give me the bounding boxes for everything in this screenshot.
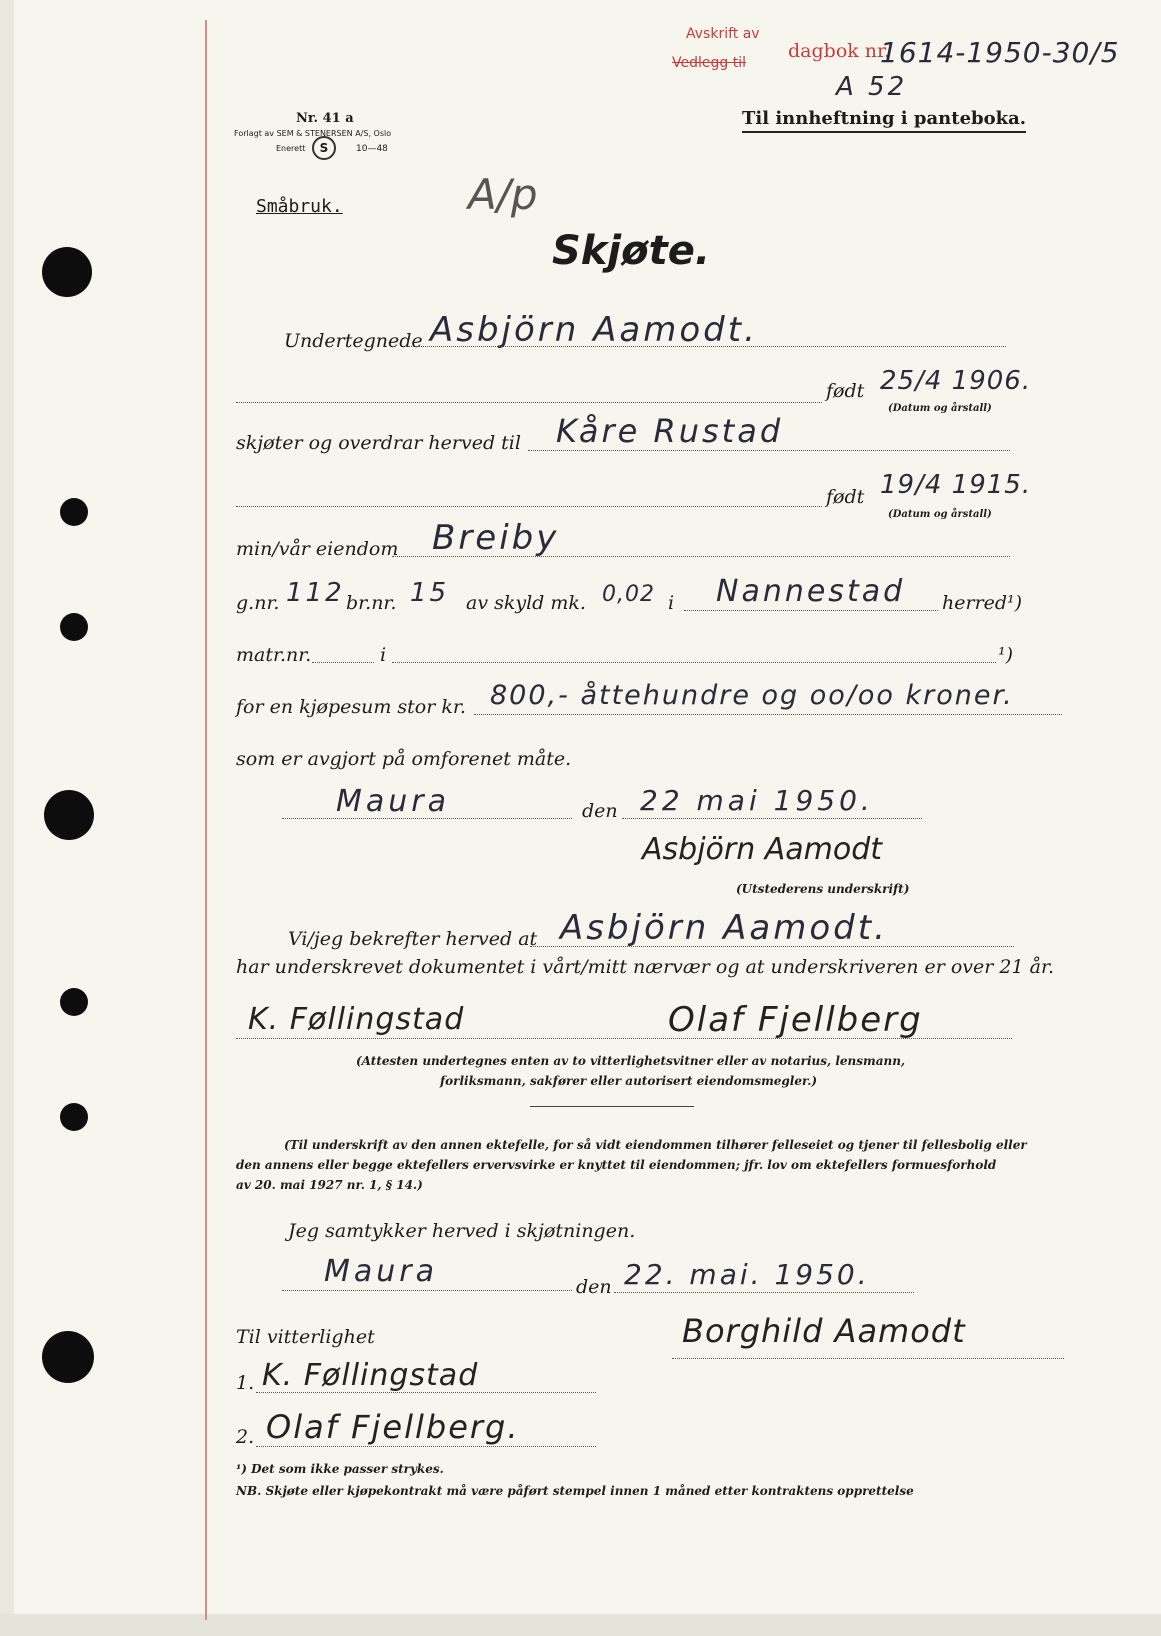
consent-text: Jeg samtykker herved i skjøtningen. — [288, 1220, 636, 1242]
category-label: Småbruk. — [256, 196, 343, 217]
brnr-label: br.nr. — [346, 592, 397, 614]
herred-label: herred¹) — [942, 592, 1023, 614]
i-label: i — [668, 592, 675, 614]
skyld-label: av skyld mk. — [466, 592, 586, 614]
initials-mark: A/p — [468, 170, 538, 219]
property-name: Breiby — [432, 518, 560, 558]
seller-name: Asbjörn Aamodt. — [430, 310, 758, 350]
dotted-line — [408, 346, 1006, 347]
dotted-line — [236, 1038, 1012, 1039]
price: 800,- åttehundre og oo/oo kroner. — [490, 680, 1014, 711]
skyld-value: 0,02 — [602, 582, 655, 607]
dotted-line — [312, 662, 374, 663]
spouse-witness1: K. Føllingstad — [262, 1358, 479, 1393]
spouse-signature: Borghild Aamodt — [682, 1312, 966, 1350]
dotted-line — [672, 1358, 1064, 1359]
spouse-note-2: den annens eller begge ektefellers ervervsvirke er knyttet til eiendommen; jfr. lov om ektefellers formuesforhold — [236, 1158, 997, 1172]
dagbok-label: dagbok nr. — [788, 40, 891, 62]
attest-name: Asbjörn Aamodt. — [560, 908, 888, 948]
datum-hint-2: (Datum og årstall) — [888, 509, 992, 520]
buyer-name: Kåre Rustad — [556, 412, 784, 450]
punch-hole — [42, 1331, 94, 1383]
dotted-line — [236, 506, 822, 507]
dotted-line — [474, 714, 1062, 715]
place: Maura — [336, 784, 450, 819]
dotted-line — [256, 1392, 596, 1393]
undertegnede-label: Undertegnede — [284, 330, 423, 352]
skjoter-label: skjøter og overdrar herved til — [236, 432, 521, 454]
gnr-value: 112 — [286, 578, 345, 608]
seller-born: 25/4 1906. — [880, 366, 1032, 396]
attest-note-2: forliksmann, sakfører eller autorisert eiendomsmegler.) — [440, 1074, 818, 1088]
page-edge — [0, 0, 14, 1636]
buyer-born: 19/4 1915. — [880, 470, 1032, 500]
footnote-1: ¹) Det som ikke passer strykes. — [236, 1462, 444, 1476]
red-margin-line — [205, 20, 207, 1620]
form-number: Nr. 41 a — [296, 111, 354, 126]
dotted-line — [392, 662, 996, 663]
witness-number-2: 2. — [236, 1426, 255, 1448]
publisher-logo: S — [312, 136, 336, 160]
attest-text: har underskrevet dokumentet i vårt/mitt nærvær og at underskriveren er over 21 år. — [236, 956, 1054, 978]
eiendom-label: min/vår eiendom — [236, 538, 399, 560]
publisher: Forlagt av SEM & STENERSEN A/S, Oslo — [234, 129, 392, 138]
punch-hole — [60, 988, 88, 1016]
matr-label: matr.nr. — [236, 644, 312, 666]
close-paren: ¹) — [998, 644, 1014, 666]
dotted-line — [236, 402, 822, 403]
dotted-line — [282, 818, 572, 819]
matr-i: i — [380, 644, 387, 666]
spouse-note-1: (Til underskrift av den annen ektefelle, for så vidt eiendommen tilhører felleseiet og tjener til fellesbolig eller — [284, 1138, 1027, 1152]
dotted-line — [528, 450, 1010, 451]
dagbok-number: 1614-1950-30/5 — [880, 36, 1120, 69]
witness2-signature: Olaf Fjellberg — [668, 1000, 923, 1040]
spouse-date: 22. mai. 1950. — [624, 1258, 870, 1291]
spouse-note-3: av 20. mai 1927 nr. 1, § 14.) — [236, 1178, 423, 1192]
reference-number: A 52 — [836, 72, 908, 102]
bekrefter-label: Vi/jeg bekrefter herved at — [288, 928, 538, 950]
attest-note-1: (Attesten undertegnes enten av to vitterlighetsvitner eller av notarius, lensmann, — [356, 1054, 906, 1068]
witness-number-1: 1. — [236, 1372, 255, 1394]
footnote-2: NB. Skjøte eller kjøpekontrakt må være påført stempel innen 1 måned etter kontraktens opprettelse — [236, 1484, 914, 1498]
form-date: 10—48 — [356, 144, 388, 154]
gnr-label: g.nr. — [236, 592, 280, 614]
punch-hole — [60, 1103, 88, 1131]
header-title-right: Til innheftning i panteboka. — [742, 108, 1026, 133]
punch-hole — [42, 247, 92, 297]
avgjort-text: som er avgjort på omforenet måte. — [236, 748, 572, 770]
dotted-line — [684, 610, 938, 611]
municipality: Nannestad — [716, 574, 906, 609]
punch-hole — [60, 498, 88, 526]
til-vitterlighet: Til vitterlighet — [236, 1326, 375, 1348]
eneret: Enerett — [276, 144, 306, 153]
dotted-line — [256, 1446, 596, 1447]
seller-signature: Asbjörn Aamodt — [642, 832, 883, 867]
avskrift-stamp: Avskrift av — [686, 26, 760, 42]
punch-hole — [60, 613, 88, 641]
kjopesum-label: for en kjøpesum stor kr. — [236, 696, 466, 718]
datum-hint: (Datum og årstall) — [888, 403, 992, 414]
page-edge-bottom — [0, 1614, 1161, 1636]
fodt-label-2: født — [826, 486, 865, 508]
den-label: den — [582, 800, 618, 822]
document-title: Skjøte. — [552, 228, 711, 274]
vedlegg-stamp: Vedlegg til — [672, 55, 746, 71]
dotted-line — [622, 818, 922, 819]
signature-hint: (Utstederens underskrift) — [736, 882, 910, 896]
dotted-line — [392, 556, 1010, 557]
spouse-place: Maura — [324, 1254, 438, 1289]
dotted-line — [614, 1292, 914, 1293]
spouse-den-label: den — [576, 1276, 612, 1298]
fodt-label: født — [826, 380, 865, 402]
brnr-value: 15 — [410, 578, 450, 608]
date: 22 mai 1950. — [640, 784, 874, 817]
dotted-line — [282, 1290, 572, 1291]
spouse-witness2: Olaf Fjellberg. — [266, 1408, 520, 1446]
dotted-line — [530, 946, 1014, 947]
divider — [530, 1106, 694, 1107]
punch-hole — [44, 790, 94, 840]
witness1-signature: K. Føllingstad — [248, 1002, 465, 1037]
